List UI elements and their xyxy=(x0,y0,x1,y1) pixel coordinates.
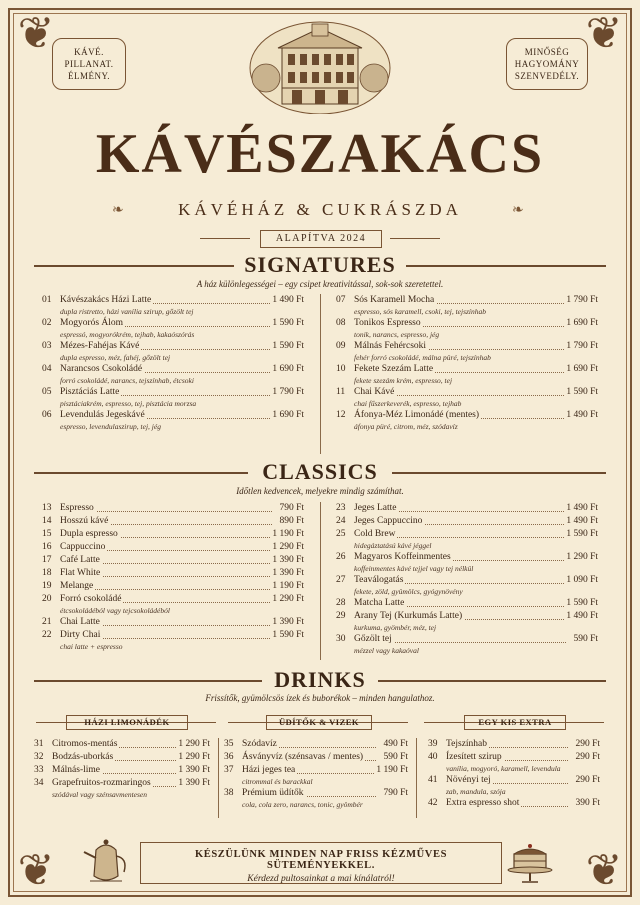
item-description: forró csokoládé, narancs, tejszínhab, étcsoki xyxy=(60,376,194,385)
menu-item xyxy=(336,294,598,307)
item-price: 1 590 Ft xyxy=(566,598,598,608)
item-price: 1 790 Ft xyxy=(566,341,598,351)
item-price: 1 590 Ft xyxy=(566,387,598,397)
item-price: 1 390 Ft xyxy=(272,555,304,565)
section-rule xyxy=(392,472,606,474)
item-price: 1 590 Ft xyxy=(272,318,304,328)
coffee-pot-icon xyxy=(80,836,132,886)
item-number: 36 xyxy=(224,752,234,762)
section-subtitle: Időtlen kedvencek, melyekre mindig számíthat. xyxy=(236,486,404,496)
item-price: 1 290 Ft xyxy=(178,752,210,762)
item-price: 1 390 Ft xyxy=(272,568,304,578)
item-price: 290 Ft xyxy=(575,752,600,762)
since-label: ALAPÍTVA 2024 xyxy=(260,230,382,248)
signatures-right-column xyxy=(336,294,598,432)
divider xyxy=(390,238,440,239)
badge-left xyxy=(52,38,126,90)
item-description: mézzel vagy kakaóval xyxy=(354,646,419,655)
item-name: Növényi tej xyxy=(446,775,491,785)
menu-item xyxy=(336,574,598,587)
item-number: 27 xyxy=(336,575,346,585)
section-subtitle: A ház különlegességei – egy csipet kreativitással, sok-sok szeretettel. xyxy=(196,279,444,289)
menu-item xyxy=(336,633,598,646)
item-name: Jeges Cappuccino xyxy=(354,516,423,526)
item-number: 16 xyxy=(42,542,52,552)
item-number: 18 xyxy=(42,568,52,578)
cafe-subtitle: KÁVÉHÁZ & CUKRÁSZDA xyxy=(178,200,462,219)
menu-item xyxy=(428,797,600,810)
menu-item xyxy=(42,363,304,376)
ornament-corner-icon: ❦ xyxy=(585,9,623,58)
item-price: 1 490 Ft xyxy=(566,410,598,420)
item-name: Áfonya-Méz Limonádé (mentes) xyxy=(354,410,480,420)
item-price: 1 390 Ft xyxy=(272,617,304,627)
menu-item xyxy=(42,502,304,515)
column-divider xyxy=(320,502,321,660)
menu-item xyxy=(42,629,304,642)
badge-line: ÉLMÉNY. xyxy=(67,71,111,81)
item-number: 07 xyxy=(336,295,346,305)
menu-item xyxy=(336,515,598,528)
item-price: 590 Ft xyxy=(383,752,408,762)
item-description: chai latte + espresso xyxy=(60,642,123,651)
item-price: 790 Ft xyxy=(279,503,304,513)
item-name: Jeges Latte xyxy=(354,503,397,513)
item-name: Forró csokoládé xyxy=(60,594,122,604)
item-description: espressó, mogyorókrém, tejhab, kakaószórás xyxy=(60,330,195,339)
menu-item xyxy=(224,787,408,800)
item-price: 1 590 Ft xyxy=(272,341,304,351)
menu-item xyxy=(224,751,408,764)
item-price: 490 Ft xyxy=(383,739,408,749)
item-number: 17 xyxy=(42,555,52,565)
badge-line: PILLANAT. xyxy=(64,59,114,69)
menu-item xyxy=(336,363,598,376)
menu-item xyxy=(42,340,304,353)
signatures-left-column xyxy=(42,294,304,432)
item-name: Teaválogatás xyxy=(354,575,404,585)
item-price: 1 190 Ft xyxy=(272,529,304,539)
menu-item xyxy=(336,340,598,353)
item-price: 1 290 Ft xyxy=(178,739,210,749)
ornament-corner-icon: ❦ xyxy=(17,846,55,895)
menu-item xyxy=(42,554,304,567)
item-price: 1 590 Ft xyxy=(566,529,598,539)
item-name: Magyaros Koffeinmentes xyxy=(354,552,451,562)
item-price: 290 Ft xyxy=(575,775,600,785)
item-description: zab, mandula, szója xyxy=(446,787,506,796)
item-name: Sós Karamell Mocha xyxy=(354,295,435,305)
item-number: 08 xyxy=(336,318,346,328)
item-name: Kávészakács Házi Latte xyxy=(60,295,152,305)
item-price: 1 490 Ft xyxy=(566,611,598,621)
item-name: Tejszínhab xyxy=(446,739,488,749)
item-price: 1 790 Ft xyxy=(566,295,598,305)
item-name: Café Latte xyxy=(60,555,100,565)
footer-line-2: Kérdezd pultosainkat a mai kínálatról! xyxy=(247,874,395,884)
section-rule xyxy=(378,680,606,682)
item-number: 30 xyxy=(336,634,346,644)
item-name: Ásványvíz (szénsavas / mentes) xyxy=(242,752,364,762)
menu-item xyxy=(34,777,210,790)
item-number: 22 xyxy=(42,630,52,640)
item-number: 29 xyxy=(336,611,346,621)
item-price: 1 290 Ft xyxy=(272,542,304,552)
cafe-title: KÁVÉSZAKÁCS xyxy=(95,123,545,185)
item-number: 33 xyxy=(34,765,44,775)
item-number: 28 xyxy=(336,598,346,608)
item-name: Prémium üdítők xyxy=(242,788,304,798)
item-number: 12 xyxy=(336,410,346,420)
item-description: citrommal és barackkal xyxy=(242,777,313,786)
item-price: 1 690 Ft xyxy=(566,318,598,328)
menu-item xyxy=(34,751,210,764)
item-description: espresso, levendulaszirup, tej, jég xyxy=(60,422,161,431)
item-number: 13 xyxy=(42,503,52,513)
classics-left-column xyxy=(42,502,304,652)
item-price: 1 590 Ft xyxy=(272,630,304,640)
item-number: 23 xyxy=(336,503,346,513)
item-description: áfonya püré, citrom, méz, szódavíz xyxy=(354,422,458,431)
section-title-classics: CLASSICS xyxy=(262,459,378,484)
item-number: 11 xyxy=(336,387,346,397)
menu-item xyxy=(42,515,304,528)
item-price: 1 690 Ft xyxy=(272,410,304,420)
badge-line: MINŐSÉG xyxy=(524,47,570,57)
item-number: 24 xyxy=(336,516,346,526)
item-name: Espresso xyxy=(60,503,94,513)
badge-right xyxy=(506,38,588,90)
item-price: 1 190 Ft xyxy=(376,765,408,775)
item-number: 03 xyxy=(42,341,52,351)
menu-item xyxy=(224,738,408,751)
item-name: Chai Latte xyxy=(60,617,100,627)
item-price: 1 190 Ft xyxy=(272,581,304,591)
item-number: 10 xyxy=(336,364,346,374)
menu-item xyxy=(224,764,408,777)
item-price: 1 290 Ft xyxy=(272,594,304,604)
menu-item xyxy=(336,597,598,610)
item-price: 1 690 Ft xyxy=(272,364,304,374)
item-description: étcsokoládéból vagy tejcsokoládéból xyxy=(60,606,170,615)
item-number: 04 xyxy=(42,364,52,374)
item-price: 1 290 Ft xyxy=(566,552,598,562)
menu-item xyxy=(42,409,304,422)
ornament-corner-icon: ❦ xyxy=(17,9,55,58)
item-description: espresso, sós karamell, csoki, tej, tejszínhab xyxy=(354,307,487,316)
menu-item xyxy=(428,774,600,787)
menu-item xyxy=(42,580,304,593)
item-name: Bodzás-uborkás xyxy=(52,752,114,762)
item-name: Házi jeges tea xyxy=(242,765,296,775)
item-price: 1 790 Ft xyxy=(272,387,304,397)
menu-item xyxy=(42,294,304,307)
item-number: 37 xyxy=(224,765,234,775)
menu-item xyxy=(336,409,598,422)
item-price: 790 Ft xyxy=(383,788,408,798)
item-number: 06 xyxy=(42,410,52,420)
item-name: Arany Tej (Kurkumás Latte) xyxy=(354,611,463,621)
item-name: Fekete Szezám Latte xyxy=(354,364,434,374)
item-number: 38 xyxy=(224,788,234,798)
column-divider xyxy=(218,738,219,818)
menu-item xyxy=(42,567,304,580)
badge-line: KÁVÉ. xyxy=(74,47,104,57)
drinks-column-1 xyxy=(34,738,210,800)
item-number: 31 xyxy=(34,739,44,749)
item-price: 1 490 Ft xyxy=(566,503,598,513)
item-number: 02 xyxy=(42,318,52,328)
menu-item xyxy=(336,386,598,399)
menu-item xyxy=(42,593,304,606)
tag-softdrinks-waters: ÜDÍTŐK & VIZEK xyxy=(266,715,372,730)
footer-banner xyxy=(140,842,502,884)
ornament-corner-icon: ❦ xyxy=(585,846,623,895)
item-description: kurkuma, gyömbér, méz, tej xyxy=(354,623,437,632)
item-name: Mézes-Fahéjas Kávé xyxy=(60,341,140,351)
item-price: 1 490 Ft xyxy=(566,516,598,526)
menu-item xyxy=(336,502,598,515)
item-name: Szódavíz xyxy=(242,739,277,749)
divider xyxy=(200,238,250,239)
item-name: Grapefruitos-rozmaringos xyxy=(52,778,151,788)
item-price: 390 Ft xyxy=(575,798,600,808)
classics-right-column xyxy=(336,502,598,656)
item-description: vanília, mogyoró, karamell, levendula xyxy=(446,764,561,773)
item-description: tonik, narancs, espresso, jég xyxy=(354,330,440,339)
item-name: Hosszú kávé xyxy=(60,516,109,526)
item-description: pisztáciakrém, espresso, tej, pisztácia morzsa xyxy=(60,399,197,408)
item-name: Cappuccino xyxy=(60,542,106,552)
item-price: 1 090 Ft xyxy=(566,575,598,585)
item-number: 09 xyxy=(336,341,346,351)
item-name: Extra espresso shot xyxy=(446,798,520,808)
menu-item xyxy=(42,616,304,629)
menu-item xyxy=(336,610,598,623)
drinks-column-3 xyxy=(428,738,600,810)
item-number: 14 xyxy=(42,516,52,526)
section-title-signatures: SIGNATURES xyxy=(244,252,396,277)
item-name: Citromos-mentás xyxy=(52,739,118,749)
item-name: Gőzölt tej xyxy=(354,634,392,644)
column-divider xyxy=(416,738,417,818)
item-number: 15 xyxy=(42,529,52,539)
item-number: 41 xyxy=(428,775,438,785)
cafe-building-icon xyxy=(248,18,392,114)
item-name: Chai Kávé xyxy=(354,387,395,397)
item-price: 1 490 Ft xyxy=(272,295,304,305)
cake-stand-icon xyxy=(504,836,556,886)
flourish-icon: ❧ xyxy=(112,203,124,218)
item-price: 290 Ft xyxy=(575,739,600,749)
item-number: 40 xyxy=(428,752,438,762)
drinks-column-2 xyxy=(224,738,408,810)
menu-item xyxy=(336,317,598,330)
item-name: Levendulás Jegeskávé xyxy=(60,410,145,420)
item-name: Málnás-lime xyxy=(52,765,101,775)
item-description: cola, cola zero, narancs, tonic, gyömbér xyxy=(242,800,363,809)
item-number: 21 xyxy=(42,617,52,627)
menu-item xyxy=(42,386,304,399)
menu-item xyxy=(428,751,600,764)
badge-line: SZENVEDÉLY. xyxy=(514,71,580,81)
item-name: Dirty Chai xyxy=(60,630,101,640)
item-number: 19 xyxy=(42,581,52,591)
menu-item xyxy=(336,551,598,564)
menu-item xyxy=(428,738,600,751)
item-description: chai fűszerkeverék, espresso, tejhab xyxy=(354,399,462,408)
item-description: fekete szezám krém, espresso, tej xyxy=(354,376,453,385)
item-name: Mogyorós Álom xyxy=(60,318,124,328)
tag-house-lemonades: HÁZI LIMONÁDÉK xyxy=(66,715,188,730)
flourish-icon: ❧ xyxy=(512,203,524,218)
item-price: 890 Ft xyxy=(279,516,304,526)
menu-item xyxy=(42,541,304,554)
menu-item xyxy=(34,764,210,777)
menu-item xyxy=(42,528,304,541)
item-number: 05 xyxy=(42,387,52,397)
item-number: 01 xyxy=(42,295,52,305)
item-name: Cold Brew xyxy=(354,529,396,539)
badge-line: HAGYOMÁNY xyxy=(514,59,580,69)
item-price: 1 390 Ft xyxy=(178,765,210,775)
item-price: 1 690 Ft xyxy=(566,364,598,374)
item-description: koffeinmentes kávé tejjel vagy tej nélkül xyxy=(354,564,474,573)
menu-item xyxy=(34,738,210,751)
section-subtitle: Frissítők, gyümölcsös ízek és buborékok – minden hangulathoz. xyxy=(205,693,435,703)
item-name: Flat White xyxy=(60,568,101,578)
item-description: hidegáztatású kávé jéggel xyxy=(354,541,432,550)
item-name: Pisztáciás Latte xyxy=(60,387,120,397)
item-name: Tonikos Espresso xyxy=(354,318,421,328)
item-number: 35 xyxy=(224,739,234,749)
section-title-drinks: DRINKS xyxy=(274,667,366,692)
footer-line-1: KÉSZÜLÜNK MINDEN NAP FRISS KÉZMŰVES SÜTEMÉNYEKKEL. xyxy=(194,849,448,871)
section-rule xyxy=(406,265,606,267)
menu-item xyxy=(336,528,598,541)
menu-item xyxy=(42,317,304,330)
item-number: 39 xyxy=(428,739,438,749)
item-number: 32 xyxy=(34,752,44,762)
item-name: Narancsos Csokoládé xyxy=(60,364,143,374)
item-description: fehér forró csokoládé, málna püré, tejszínhab xyxy=(354,353,491,362)
item-name: Dupla espresso xyxy=(60,529,118,539)
item-number: 34 xyxy=(34,778,44,788)
column-divider xyxy=(320,294,321,454)
item-description: dupla ristretto, házi vanília szirup, gőzölt tej xyxy=(60,307,194,316)
item-description: fekete, zöld, gyümölcs, gyógynövény xyxy=(354,587,463,596)
item-name: Ízesített szirup xyxy=(446,752,502,762)
item-name: Melange xyxy=(60,581,94,591)
item-number: 20 xyxy=(42,594,52,604)
item-number: 25 xyxy=(336,529,346,539)
item-price: 1 390 Ft xyxy=(178,778,210,788)
item-number: 26 xyxy=(336,552,346,562)
item-price: 590 Ft xyxy=(573,634,598,644)
item-name: Málnás Fehércsoki xyxy=(354,341,427,351)
item-name: Matcha Latte xyxy=(354,598,405,608)
tag-extras: EGY KIS EXTRA xyxy=(464,715,566,730)
item-description: szódával vagy szénsavmentesen xyxy=(52,790,147,799)
item-description: dupla espresso, méz, fahéj, gőzölt tej xyxy=(60,353,171,362)
item-number: 42 xyxy=(428,798,438,808)
